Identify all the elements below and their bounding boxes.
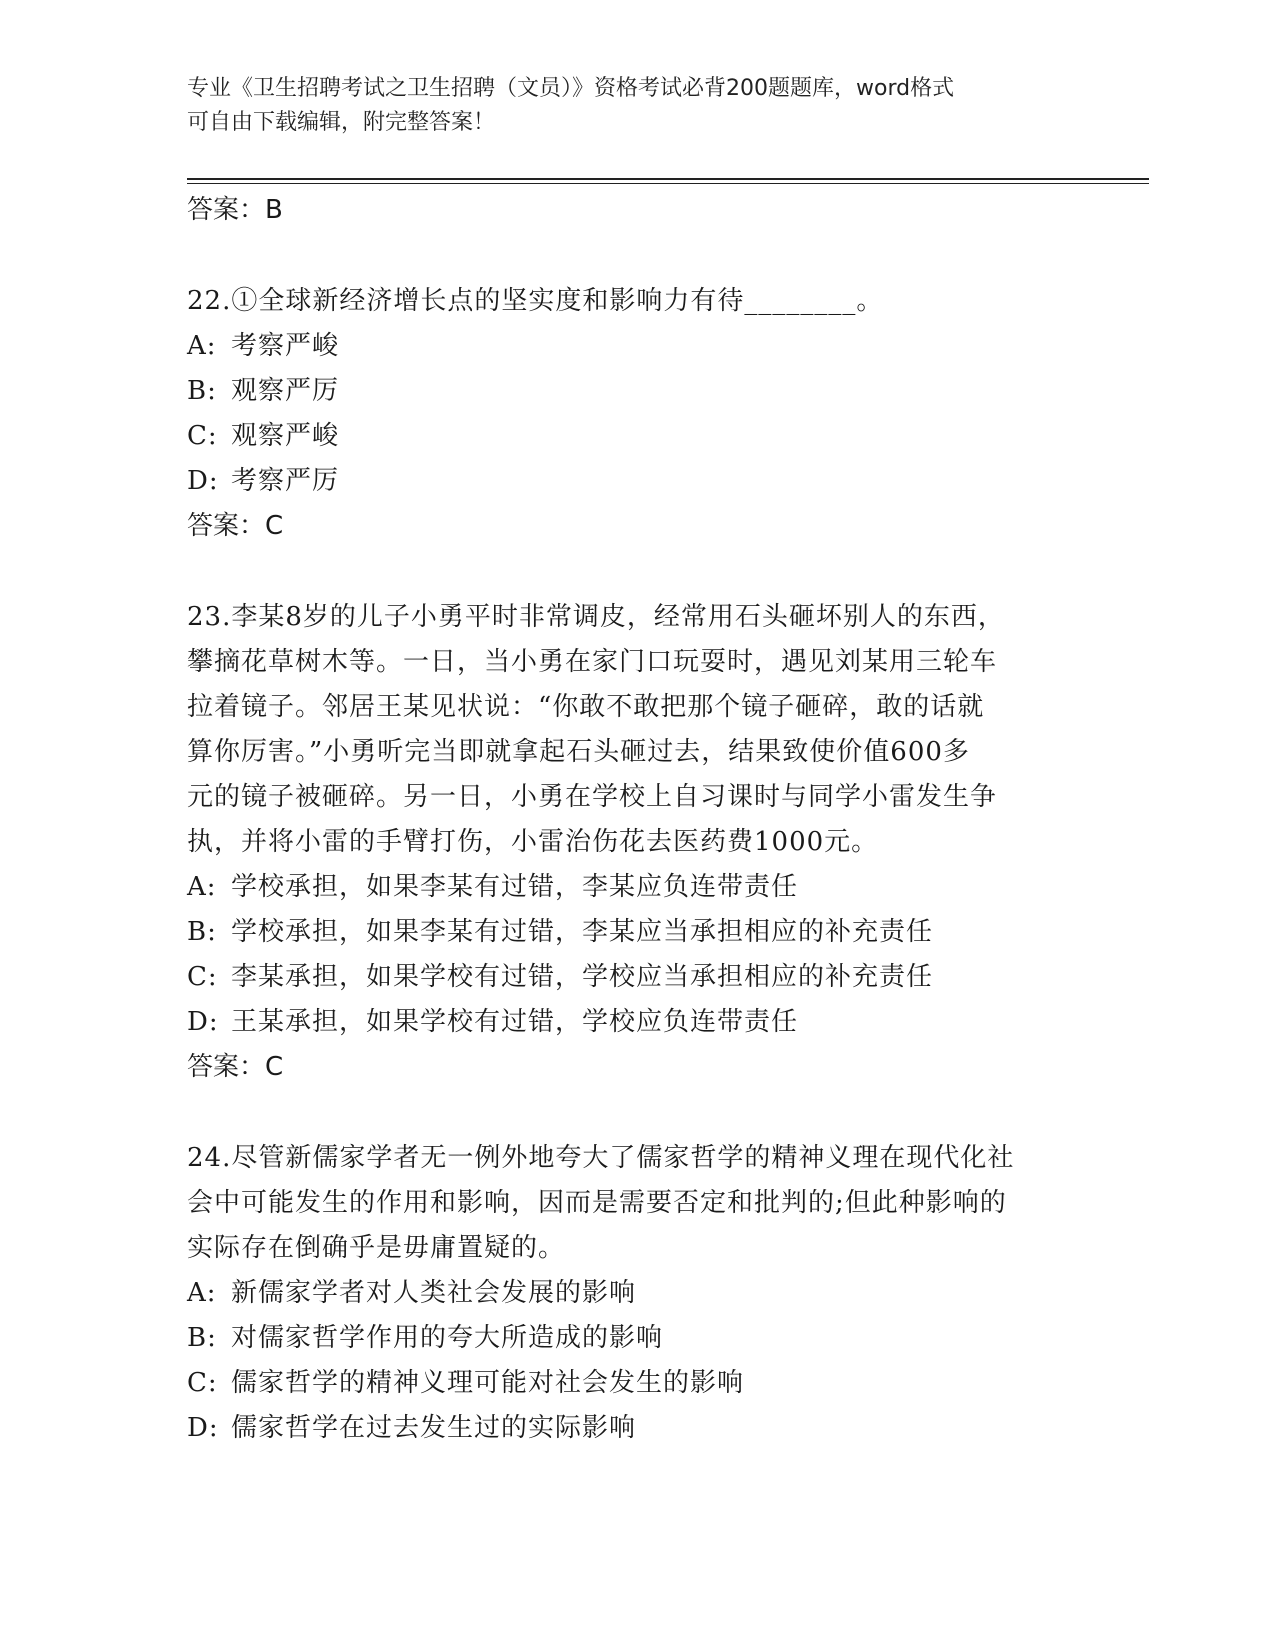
option-text: 学校承担，如果李某有过错，李某应当承担相应的补充责任 <box>231 917 934 947</box>
answer-label: 答案：C <box>187 511 284 541</box>
option-a <box>187 324 1087 369</box>
option-key: A: <box>187 1278 217 1308</box>
question-text-line: 拉着镜子。邻居王某见状说：“你敢不敢把那个镜子砸碎，敢的话就 <box>187 692 985 722</box>
option-key: B: <box>187 1323 217 1353</box>
option-key: C: <box>187 1368 218 1398</box>
option-key: B: <box>187 376 217 406</box>
question-text-line: 攀摘花草树木等。一日，当小勇在家门口玩耍时，遇见刘某用三轮车 <box>187 647 998 677</box>
question-text-line: 会中可能发生的作用和影响，因而是需要否定和批判的;但此种影响的 <box>187 1188 1007 1218</box>
option-text: 新儒家学者对人类社会发展的影响 <box>231 1278 637 1308</box>
option-d <box>187 1406 1087 1451</box>
option-key: A: <box>187 872 217 902</box>
option-key: B: <box>187 917 217 947</box>
question-text-line: 24.尽管新儒家学者无一例外地夸大了儒家哲学的精神义理在现代化社 <box>187 1143 1015 1173</box>
option-text: 观察严厉 <box>231 376 340 406</box>
option-key: D: <box>187 466 219 496</box>
question-text-line: 元的镜子被砸碎。另一日，小勇在学校上自习课时与同学小雷发生争 <box>187 782 998 812</box>
option-text: 观察严峻 <box>231 421 340 451</box>
option-text: 儒家哲学在过去发生过的实际影响 <box>231 1413 637 1443</box>
option-b <box>187 369 1087 414</box>
option-text: 对儒家哲学作用的夸大所造成的影响 <box>231 1323 664 1353</box>
header-line-1: 专业《卫生招聘考试之卫生招聘（文员）》资格考试必背200题题库，word格式 <box>187 76 955 101</box>
option-key: C: <box>187 962 218 992</box>
option-c <box>187 1361 1087 1406</box>
header-divider-thin <box>187 183 1149 184</box>
option-c <box>187 955 1087 1000</box>
option-key: C: <box>187 421 218 451</box>
option-b <box>187 910 1087 955</box>
question-text-line: 23.李某8岁的儿子小勇平时非常调皮，经常用石头砸坏别人的东西， <box>187 602 1005 632</box>
question-24 <box>187 1136 1087 1451</box>
option-a <box>187 865 1087 910</box>
question-23 <box>187 595 1087 1090</box>
question-list <box>187 188 1087 1451</box>
option-text: 王某承担，如果学校有过错，学校应负连带责任 <box>231 1007 799 1037</box>
option-key: A: <box>187 331 217 361</box>
question-text-line: 算你厉害。”小勇听完当即就拿起石头砸过去，结果致使价值600多 <box>187 737 970 767</box>
option-key: D: <box>187 1413 219 1443</box>
option-key: D: <box>187 1007 219 1037</box>
option-a <box>187 1271 1087 1316</box>
question-text-line: 实际存在倒确乎是毋庸置疑的。 <box>187 1233 566 1263</box>
document-header <box>187 72 1087 140</box>
option-text: 学校承担，如果李某有过错，李某应负连带责任 <box>231 872 799 902</box>
option-text: 李某承担，如果学校有过错，学校应当承担相应的补充责任 <box>231 962 934 992</box>
question-text-line: 执，并将小雷的手臂打伤，小雷治伤花去医药费1000元。 <box>187 827 879 857</box>
option-b <box>187 1316 1087 1361</box>
header-line-2: 可自由下载编辑，附完整答案！ <box>187 110 496 135</box>
option-c <box>187 414 1087 459</box>
option-text: 考察严厉 <box>231 466 340 496</box>
option-d <box>187 1000 1087 1045</box>
answer-label: 答案：B <box>187 195 283 225</box>
answer-label: 答案：C <box>187 1052 284 1082</box>
header-divider-thick <box>187 178 1149 180</box>
option-text: 儒家哲学的精神义理可能对社会发生的影响 <box>231 1368 745 1398</box>
question-22 <box>187 279 1087 549</box>
question-text-line: 22.①全球新经济增长点的坚实度和影响力有待________。 <box>187 286 884 316</box>
option-text: 考察严峻 <box>231 331 340 361</box>
option-d <box>187 459 1087 504</box>
